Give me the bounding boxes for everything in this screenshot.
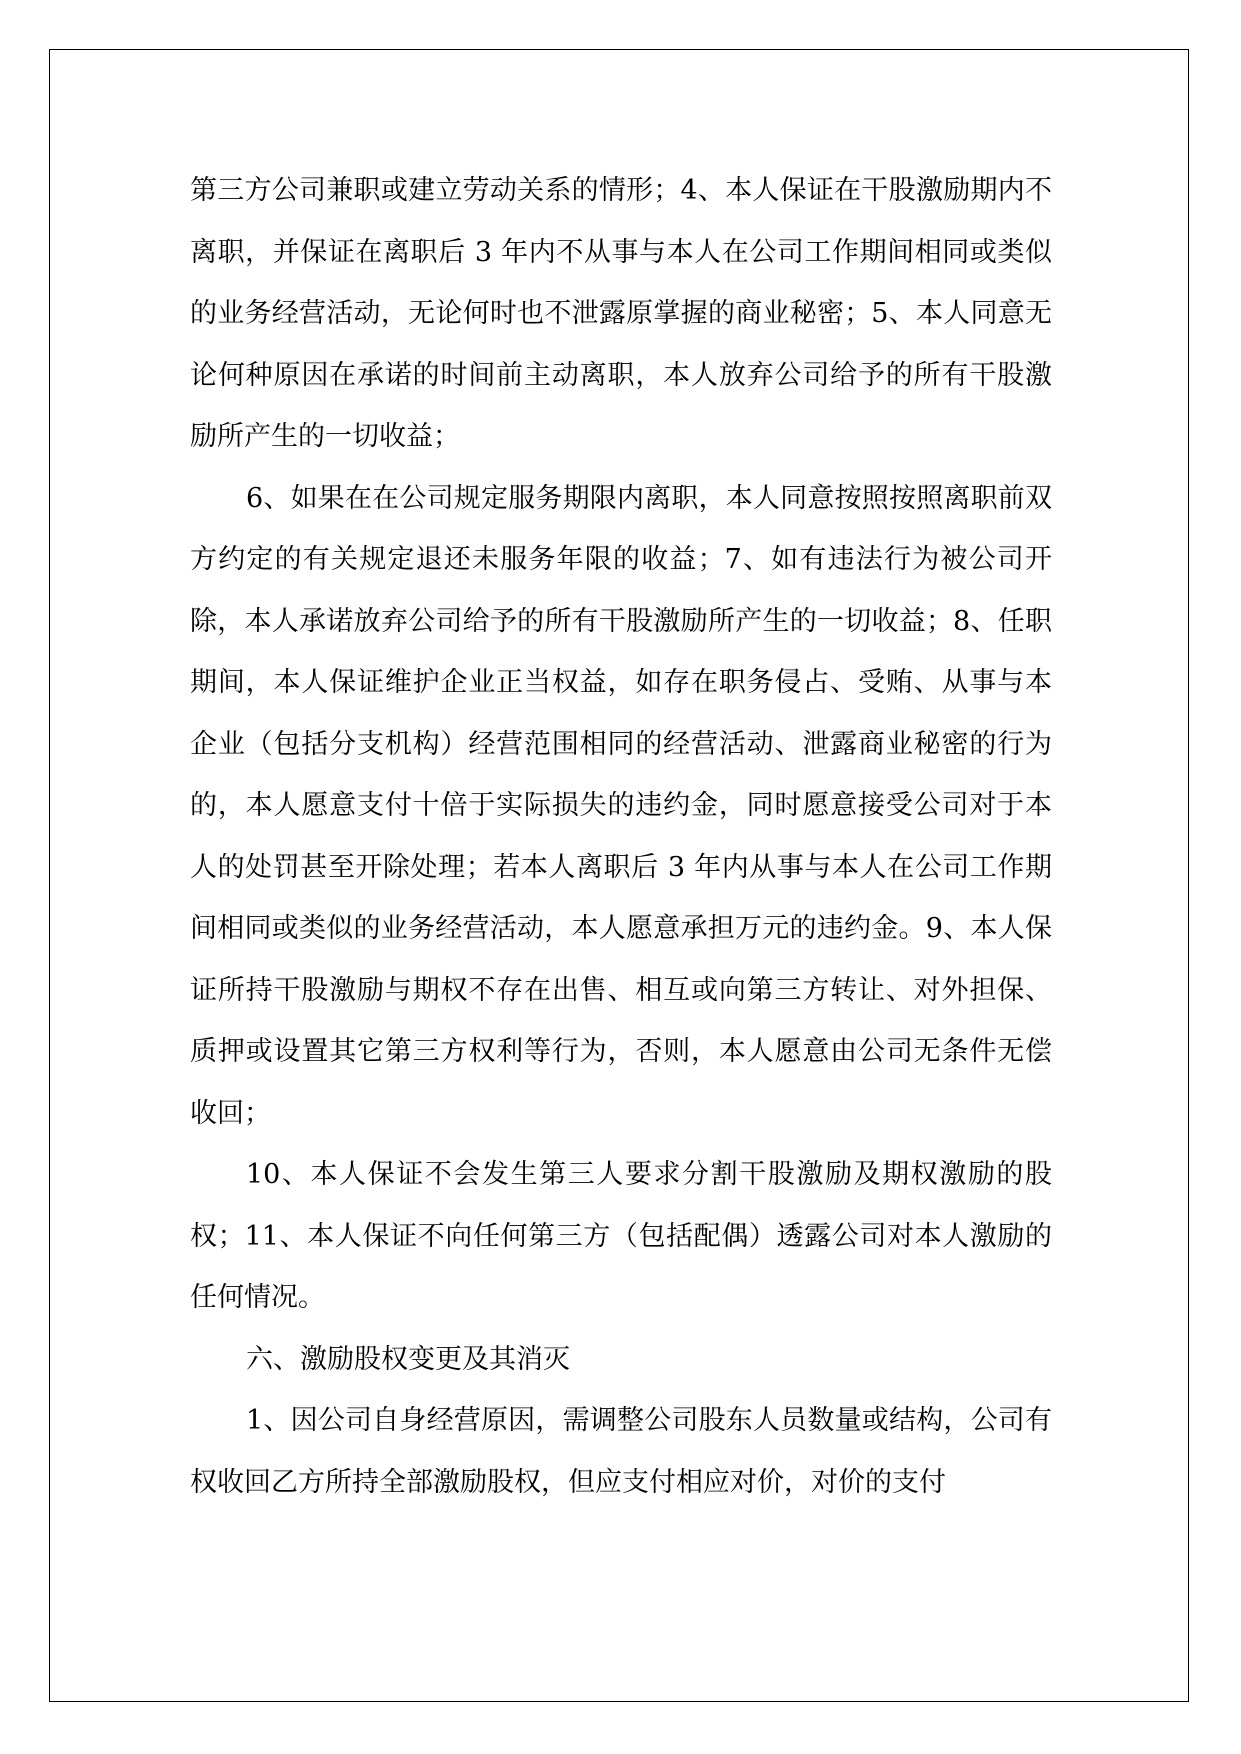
paragraph-2: 6、如果在在公司规定服务期限内离职，本人同意按照按照离职前双方约定的有关规定退还未服务年限的收益；7、如有违法行为被公司开除，本人承诺放弃公司给予的所有干股激励所产生的一切收益；8、任职期间，本人保证维护企业正当权益，如存在职务侵占、受贿、从事与本企业（包括分支机构）经营范围相同的经营活动、泄露商业秘密的行为的，本人愿意支付十倍于实际损失的违约金，同时愿意接受公司对于本人的处罚甚至开除处理；若本人离职后 3 年内从事与本人在公司工作期间相同或类似的业务经营活动，本人愿意承担万元的违约金。9、本人保证所持干股激励与期权不存在出售、相互或向第三方转让、对外担保、质押或设置其它第三方权利等行为，否则，本人愿意由公司无条件无偿收回； — [190, 482, 1052, 1129]
paragraph-3: 10、本人保证不会发生第三人要求分割干股激励及期权激励的股权；11、本人保证不向任何第三方（包括配偶）透露公司对本人激励的任何情况。 — [190, 1159, 1052, 1313]
paragraph-1: 第三方公司兼职或建立劳动关系的情形；4、本人保证在干股激励期内不离职，并保证在离职后 3 年内不从事与本人在公司工作期间相同或类似的业务经营活动，无论何时也不泄露原掌握的商业秘密；5、本人同意无论何种原因在承诺的时间前主动离职，本人放弃公司给予的所有干股激励所产生的一切收益； — [190, 175, 1052, 452]
paragraph-4: 1、因公司自身经营原因，需调整公司股东人员数量或结构，公司有权收回乙方所持全部激励股权，但应支付相应对价，对价的支付 — [190, 1405, 1052, 1498]
section-heading: 六、激励股权变更及其消灭 — [246, 1343, 570, 1375]
document-body — [190, 160, 1052, 1513]
